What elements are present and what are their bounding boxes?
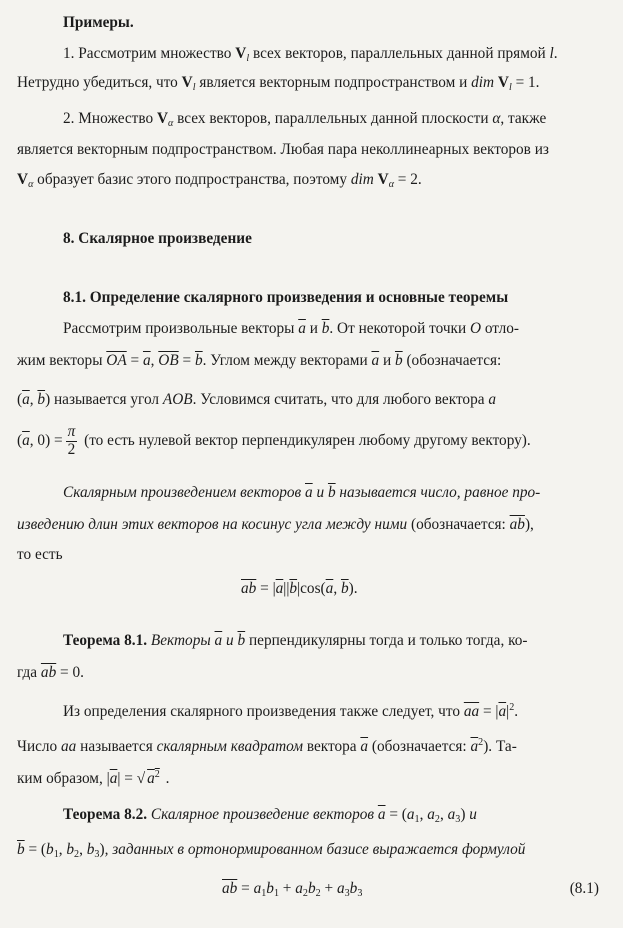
example-2-line-1: 2. Множество $V_\alpha$ всех векторов, параллельных данной плоскости α, также: [63, 110, 547, 130]
definition-paragraph-line-1: Рассмотрим произвольные векторы $\overline{a}$ и $\overline{b}$. От некоторой точки O отло-: [63, 320, 519, 337]
example-1-line-2: Нетрудно убедиться, что $V_l$ является векторным подпространством и dim $V_l = 1$.: [17, 74, 540, 94]
definition-paragraph-line-2: жим векторы $\overline{OA} = \overline{a}$, $\overline{OB} = \overline{b}$. Углом между векторами $\overline{a}$ и $\overline{b}$ (обозначается:: [17, 352, 502, 369]
section-8-1-heading: 8.1. Определение скалярного произведения и основные теоремы: [63, 289, 509, 306]
scalar-square-line-3: ким образом, $|\overline{a}|$ = √ $a^2$ .: [17, 768, 170, 787]
theorem-8-2-line-1: Теорема 8.2. Скалярное произведение векторов $\overline{a} = (a_1$, $a_2$, $a_3$) и: [63, 806, 477, 826]
theorem-8-1-line-1: Теорема 8.1. Векторы $\overline{a}$ и $\overline{b}$ перпендикулярны тогда и только тогда, ко-: [63, 632, 528, 649]
definition-paragraph-line-4: ($\overline{a}$, 0) = $\frac{\pi}{2}$ (то есть нулевой вектор перпендикулярен любому другому вектору).: [17, 423, 531, 458]
scalar-product-definition-line-2: изведению длин этих векторов на косинус угла между ними (обозначается: $\overline{ab}$),: [17, 516, 534, 533]
scalar-product-definition-line-3: то есть: [17, 546, 63, 563]
pi-over-two-fraction: $\frac{\pi}{2}$: [67, 423, 76, 458]
theorem-8-2-line-2: $\overline{b} = (b_1$, $b_2$, $b_3$), заданных в ортонормированном базисе выражается формулой: [17, 841, 526, 861]
scalar-square-line-1: Из определения скалярного произведения также следует, что $\overline{aa} = |\overline{a}|^2$.: [63, 701, 519, 720]
equation-number: (8.1): [569, 880, 599, 897]
scalar-square-line-2: Число aa называется скалярным квадратом вектора $\overline{a}$ (обозначается: $\overline{a}^2$). Та-: [17, 736, 517, 755]
examples-heading: Примеры.: [63, 14, 134, 31]
example-1-line-1: 1. Рассмотрим множество $V_l$ всех векторов, параллельных данной прямой l.: [63, 45, 558, 65]
scalar-product-coordinate-formula: $\overline{ab} = a_1b_1 + a_2b_2 + a_3b_3$: [222, 880, 363, 900]
scalar-product-definition-line-1: Скалярным произведением векторов $\overline{a}$ и $\overline{b}$ называется число, равное про-: [63, 484, 541, 501]
example-2-line-3: $V_\alpha$ образует базис этого подпространства, поэтому dim $V_\alpha = 2$.: [17, 171, 422, 191]
theorem-8-1-line-2: гда $\overline{ab} = 0$.: [17, 664, 84, 681]
scalar-product-formula: $\overline{ab} = |\overline{a}||\overline{b}|\cos(\overline{a}$, $\overline{b}$).: [241, 580, 358, 597]
example-2-line-2: является векторным подпространством. Любая пара неколлинеарных векторов из: [17, 141, 549, 158]
definition-paragraph-line-3: ($\overline{a}$, $\overline{b}$) называется угол AOB. Условимся считать, что для любого вектора a: [17, 391, 497, 408]
section-8-heading: 8. Скалярное произведение: [63, 230, 252, 247]
